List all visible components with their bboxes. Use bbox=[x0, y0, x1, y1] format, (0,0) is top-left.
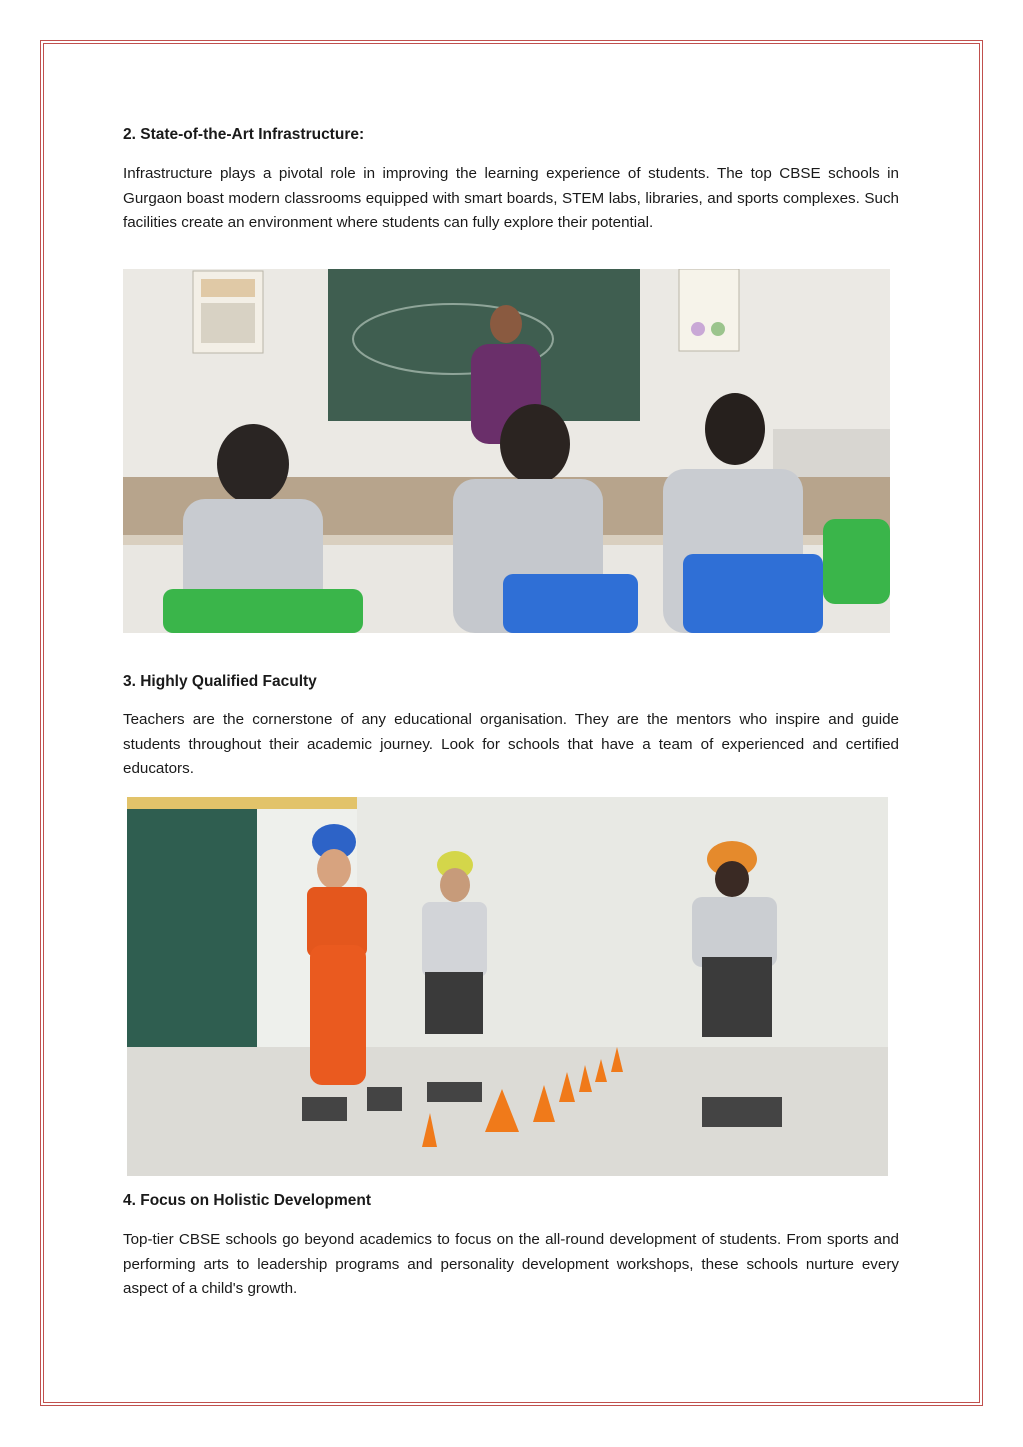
section-heading: 2. State-of-the-Art Infrastructure: bbox=[123, 126, 365, 143]
section-holistic bbox=[123, 1190, 899, 1302]
section-body: Infrastructure plays a pivotal role in improving the learning experience of students. The top CBSE schools in Gurgaon boast modern classrooms equipped with smart boards, STEM labs, libraries, and sports complexes. Such facilities create an environment where students can fully explore their potential. bbox=[123, 165, 899, 231]
section-body: Teachers are the cornerstone of any educational organisation. They are the mentors who inspire and guide students throughout their academic journey. Look for schools that have a team of experienced and certified educators. bbox=[123, 711, 899, 777]
skating-photo bbox=[127, 797, 888, 1176]
section-heading: 4. Focus on Holistic Development bbox=[123, 1192, 372, 1209]
section-infrastructure bbox=[123, 124, 899, 236]
classroom-photo bbox=[123, 269, 890, 633]
section-body: Top-tier CBSE schools go beyond academics to focus on the all-round development of students. From sports and performing arts to leadership programs and personality development workshops, these schools nurture every aspect of a child's growth. bbox=[123, 1231, 899, 1297]
section-faculty bbox=[123, 671, 899, 782]
section-heading: 3. Highly Qualified Faculty bbox=[123, 673, 317, 690]
